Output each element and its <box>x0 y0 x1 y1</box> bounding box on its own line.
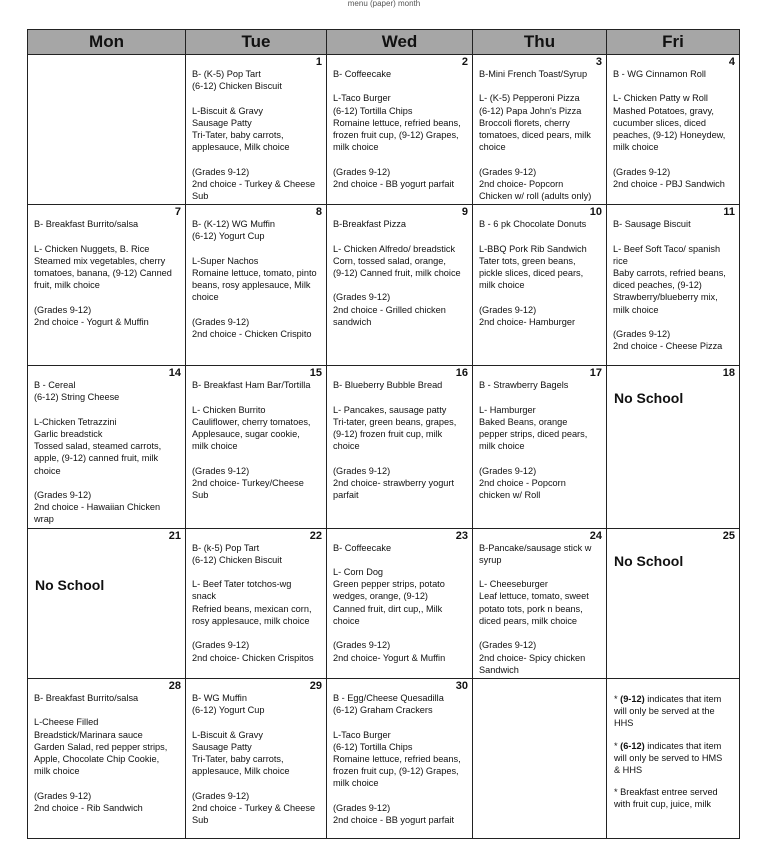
day-number: 25 <box>722 529 735 542</box>
day-cell-no-school <box>607 366 740 528</box>
menu-text: B- Coffeecake L-Taco Burger (6-12) Tortilla Chips Romaine lettuce, refried beans, frozen fruit cup, (9-12) Grapes, milk choice (Grades 9-12) 2nd choice - BB yogurt parfait <box>333 69 461 189</box>
day-number: 4 <box>728 56 735 68</box>
day-cell-no-school <box>28 528 186 678</box>
menu-text: B - WG Cinnamon Roll L- Chicken Patty w Roll Mashed Potatoes, gravy, cucumber slices, diced peaches, (9-12) Honeydew, milk choice (Grades 9-12) 2nd choice - PBJ Sandwich <box>613 69 726 189</box>
note-breakfast <box>614 786 735 810</box>
week-row-3 <box>28 366 740 528</box>
day-cell <box>473 366 607 528</box>
day-number: 30 <box>455 679 468 692</box>
no-school-label: No School <box>35 576 105 593</box>
menu-text: B- Blueberry Bubble Bread L- Pancakes, sausage patty Tri-tater, green beans, grapes, (9-12) frozen fruit cup, milk choice (Grades 9-12) 2nd choice- strawberry yogurt parfait <box>333 380 457 501</box>
week-row-4 <box>28 528 740 678</box>
week-row-5 <box>28 678 740 838</box>
day-number: 21 <box>168 529 181 542</box>
day-cell <box>28 678 186 838</box>
day-number: 11 <box>723 206 735 219</box>
weekday-header-row <box>28 30 740 55</box>
day-number: 23 <box>455 529 468 542</box>
page-top-fragment: menu (paper) month <box>347 0 421 8</box>
day-cell <box>186 678 327 838</box>
menu-text: B-Pancake/sausage stick w syrup L- Cheeseburger Leaf lettuce, tomato, sweet potato tots, pork n beans, diced pears, milk choice (Grades 9-12) 2nd choice- Spicy chicken Sandwich <box>479 542 592 675</box>
day-cell <box>28 366 186 528</box>
no-school-label: No School <box>614 390 684 407</box>
day-number: 16 <box>455 367 468 380</box>
week-row-1 <box>28 55 740 205</box>
header-fri: Fri <box>607 30 740 55</box>
day-number: 2 <box>461 56 468 68</box>
day-number: 1 <box>315 56 322 68</box>
day-number: 10 <box>589 206 602 219</box>
day-number: 8 <box>315 206 322 219</box>
menu-text: B-Breakfast Pizza L- Chicken Alfredo/ breadstick Corn, tossed salad, orange, (9-12) Canned fruit, milk choice (Grades 9-12) 2nd choice - Grilled chicken sandwich <box>333 219 461 327</box>
header-wed: Wed <box>327 30 473 55</box>
menu-text: B- Coffeecake L- Corn Dog Green pepper strips, potato wedges, orange, (9-12) Canned fruit, dirt cup,, Milk choice (Grades 9-12) 2nd choice- Yogurt & Muffin <box>333 542 446 663</box>
menu-text: B - Cereal (6-12) String Cheese L-Chicken Tetrazzini Garlic breadstick Tossed salad, steamed carrots, apple, (9-12) canned fruit, milk choice (Grades 9-12) 2nd choice - Hawaiian Chicken wrap <box>34 380 162 525</box>
day-number: 22 <box>309 529 322 542</box>
no-school-label: No School <box>614 552 684 569</box>
day-cell <box>473 205 607 366</box>
menu-text: B- Breakfast Ham Bar/Tortilla L- Chicken Burrito Cauliflower, cherry tomatoes, Applesauce, sugar cookie, milk choice (Grades 9-12) 2nd choice- Turkey/Cheese Sub <box>192 380 311 501</box>
day-number: 29 <box>309 679 322 692</box>
day-cell <box>28 205 186 366</box>
day-cell <box>186 528 327 678</box>
menu-notes <box>607 679 739 823</box>
menu-text: B- (K-12) WG Muffin (6-12) Yogurt Cup L-Super Nachos Romaine lettuce, tomato, pinto beans, rosy applesauce, Milk choice (Grades 9-12) 2nd choice - Chicken Crispito <box>192 219 317 340</box>
day-number: 28 <box>168 679 181 692</box>
menu-text: B - 6 pk Chocolate Donuts L-BBQ Pork Rib Sandwich Tater tots, green beans, pickle slices, diced pears, milk choice (Grades 9-12) 2nd choice- Hamburger <box>479 219 587 327</box>
menu-text: B- Breakfast Burrito/salsa L- Chicken Nuggets, B. Rice Steamed mix vegetables, cherry tomatoes, banana, (9-12) Canned fruit, milk choice (Grades 9-12) 2nd choice - Yogurt & Muffin <box>34 219 172 327</box>
menu-text: B - Egg/Cheese Quesadilla (6-12) Graham Crackers L-Taco Burger (6-12) Tortilla Chips Romaine lettuce, refried beans, frozen fruit cup, (9-12) Grapes, milk choice (Grades 9-12) 2nd choice - BB yogurt parfait <box>333 692 461 825</box>
note-prefix: * <box>614 693 621 704</box>
menu-text: B- Breakfast Burrito/salsa L-Cheese Filled Breadstick/Marinara sauce Garden Salad, red pepper strips, Apple, Chocolate Chip Cookie, milk choice (Grades 9-12) 2nd choice - Rib Sandwich <box>34 692 168 813</box>
note-prefix: * Breakfast entree served with fruit cup, juice, milk <box>614 787 718 810</box>
week-row-2 <box>28 205 740 366</box>
note-6-12 <box>614 740 735 777</box>
day-cell <box>607 205 740 366</box>
day-number: 24 <box>589 529 602 542</box>
day-number: 15 <box>309 367 322 380</box>
day-cell <box>327 205 473 366</box>
day-cell <box>327 55 473 205</box>
day-cell <box>473 528 607 678</box>
day-cell-empty <box>473 678 607 838</box>
header-thu: Thu <box>473 30 607 55</box>
menu-text: B - Strawberry Bagels L- Hamburger Baked Beans, orange pepper strips, diced pears, milk choice (Grades 9-12) 2nd choice - Popcorn chicken w/ Roll <box>479 380 588 501</box>
note-bold: (6-12) <box>620 740 645 751</box>
day-cell <box>327 366 473 528</box>
menu-text: B- (k-5) Pop Tart (6-12) Chicken Biscuit L- Beef Tater totchos-wg snack Refried beans, mexican corn, rosy applesauce, milk choice (Grades 9-12) 2nd choice- Chicken Crispitos <box>192 542 314 663</box>
day-number: 7 <box>174 206 181 219</box>
note-rest: indicates that item will only be served to HMS & HHS <box>614 740 723 775</box>
note-bold: (9-12) <box>620 693 645 704</box>
day-number: 3 <box>595 56 602 68</box>
day-number: 14 <box>168 367 181 380</box>
menu-text: B- (K-5) Pop Tart (6-12) Chicken Biscuit L-Biscuit & Gravy Sausage Patty Tri-Tater, baby carrots, applesauce, Milk choice (Grades 9-12) 2nd choice - Turkey & Cheese Sub <box>192 69 316 202</box>
day-number: 9 <box>461 206 468 219</box>
menu-text: B- Sausage Biscuit L- Beef Soft Taco/ spanish rice Baby carrots, refried beans, diced peaches, (9-12) Strawberry/blueberry mix, milk choice (Grades 9-12) 2nd choice - Cheese Pizza <box>613 219 726 352</box>
header-mon: Mon <box>28 30 186 55</box>
day-cell <box>186 205 327 366</box>
day-cell <box>327 528 473 678</box>
day-cell <box>327 678 473 838</box>
day-cell <box>186 55 327 205</box>
day-cell-empty <box>28 55 186 205</box>
day-cell <box>607 55 740 205</box>
day-number: 18 <box>722 367 735 380</box>
header-tue: Tue <box>186 30 327 55</box>
day-cell <box>186 366 327 528</box>
notes-cell <box>607 678 740 838</box>
day-cell <box>473 55 607 205</box>
day-cell-no-school <box>607 528 740 678</box>
note-prefix: * <box>614 740 621 751</box>
note-rest: indicates that item will only be served at the HHS <box>614 693 722 729</box>
lunch-menu-calendar <box>27 29 740 839</box>
menu-text: B- WG Muffin (6-12) Yogurt Cup L-Biscuit & Gravy Sausage Patty Tri-Tater, baby carrots, applesauce, Milk choice (Grades 9-12) 2nd choice - Turkey & Cheese Sub <box>192 692 316 825</box>
menu-text: B-Mini French Toast/Syrup L- (K-5) Pepperoni Pizza (6-12) Papa John's Pizza Broccoli florets, cherry tomatoes, diced pears, milk choice (Grades 9-12) 2nd choice- Popcorn Chicken w/ roll (adults only) <box>479 69 592 202</box>
day-number: 17 <box>589 367 602 380</box>
note-9-12 <box>614 693 735 730</box>
